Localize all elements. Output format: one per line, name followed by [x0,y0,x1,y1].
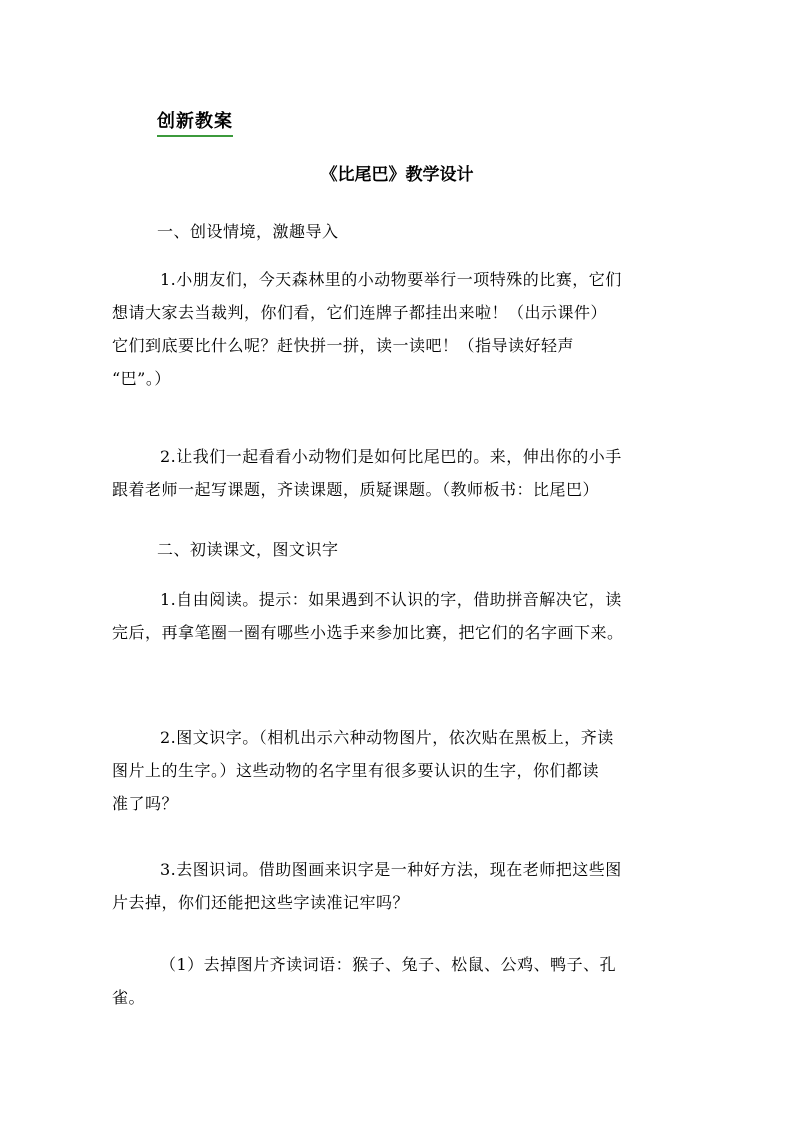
paragraph-4 [112,721,657,820]
paragraph-6-line-1: （1）去掉图片齐读词语：猴子、兔子、松鼠、公鸡、鸭子、孔 [160,955,617,974]
document-title: 《比尾巴》教学设计 [320,165,474,185]
paragraph-3-line-2: 完后，再拿笔圈一圈有哪些小选手来参加比赛，把它们的名字画下来。 [112,623,624,642]
paragraph-5-line-1: 3.去图识词。借助图画来识字是一种好方法，现在老师把这些图 [160,860,622,879]
paragraph-1-line-3: 它们到底要比什么呢？赶快拼一拼，读一读吧！（指导读好轻声 [112,336,575,355]
paragraph-4-line-2: 图片上的生字。）这些动物的名字里有很多要认识的生字，你们都读 [112,761,600,780]
paragraph-2 [112,440,657,506]
paragraph-3-line-1: 1.自由阅读。提示：如果遇到不认识的字，借助拼音解决它，读 [160,590,622,609]
paragraph-6-line-2: 雀。 [112,988,146,1007]
section-heading-1 [157,215,657,248]
paragraph-5 [112,853,657,919]
paragraph-1-line-1: 1.小朋友们，今天森林里的小动物要举行一项特殊的比赛，它们 [160,270,622,289]
paragraph-1-line-2: 想请大家去当裁判，你们看，它们连牌子都挂出来啦！（出示课件） [112,303,608,322]
section-heading-1-text: 一、创设情境，激趣导入 [157,222,339,241]
paragraph-1 [112,263,657,395]
paragraph-4-line-3: 准了吗？ [112,794,179,813]
paragraph-3 [112,583,657,649]
paragraph-5-line-2: 片去掉，你们还能把这些字读准记牢吗？ [112,893,410,912]
paragraph-2-line-2: 跟着老师一起写课题，齐读课题，质疑课题。（教师板书：比尾巴） [112,480,600,499]
paragraph-2-line-1: 2.让我们一起看看小动物们是如何比尾巴的。来，伸出你的小手 [160,447,622,466]
page-header-label: 创新教案 [157,109,233,137]
section-heading-2-text: 二、初读课文，图文识字 [157,540,339,559]
paragraph-4-line-1: 2.图文识字。（相机出示六种动物图片，依次贴在黑板上，齐读 [160,728,614,747]
paragraph-1-line-4: “巴”。） [112,369,171,388]
section-heading-2 [157,533,657,566]
paragraph-6 [112,948,657,1014]
